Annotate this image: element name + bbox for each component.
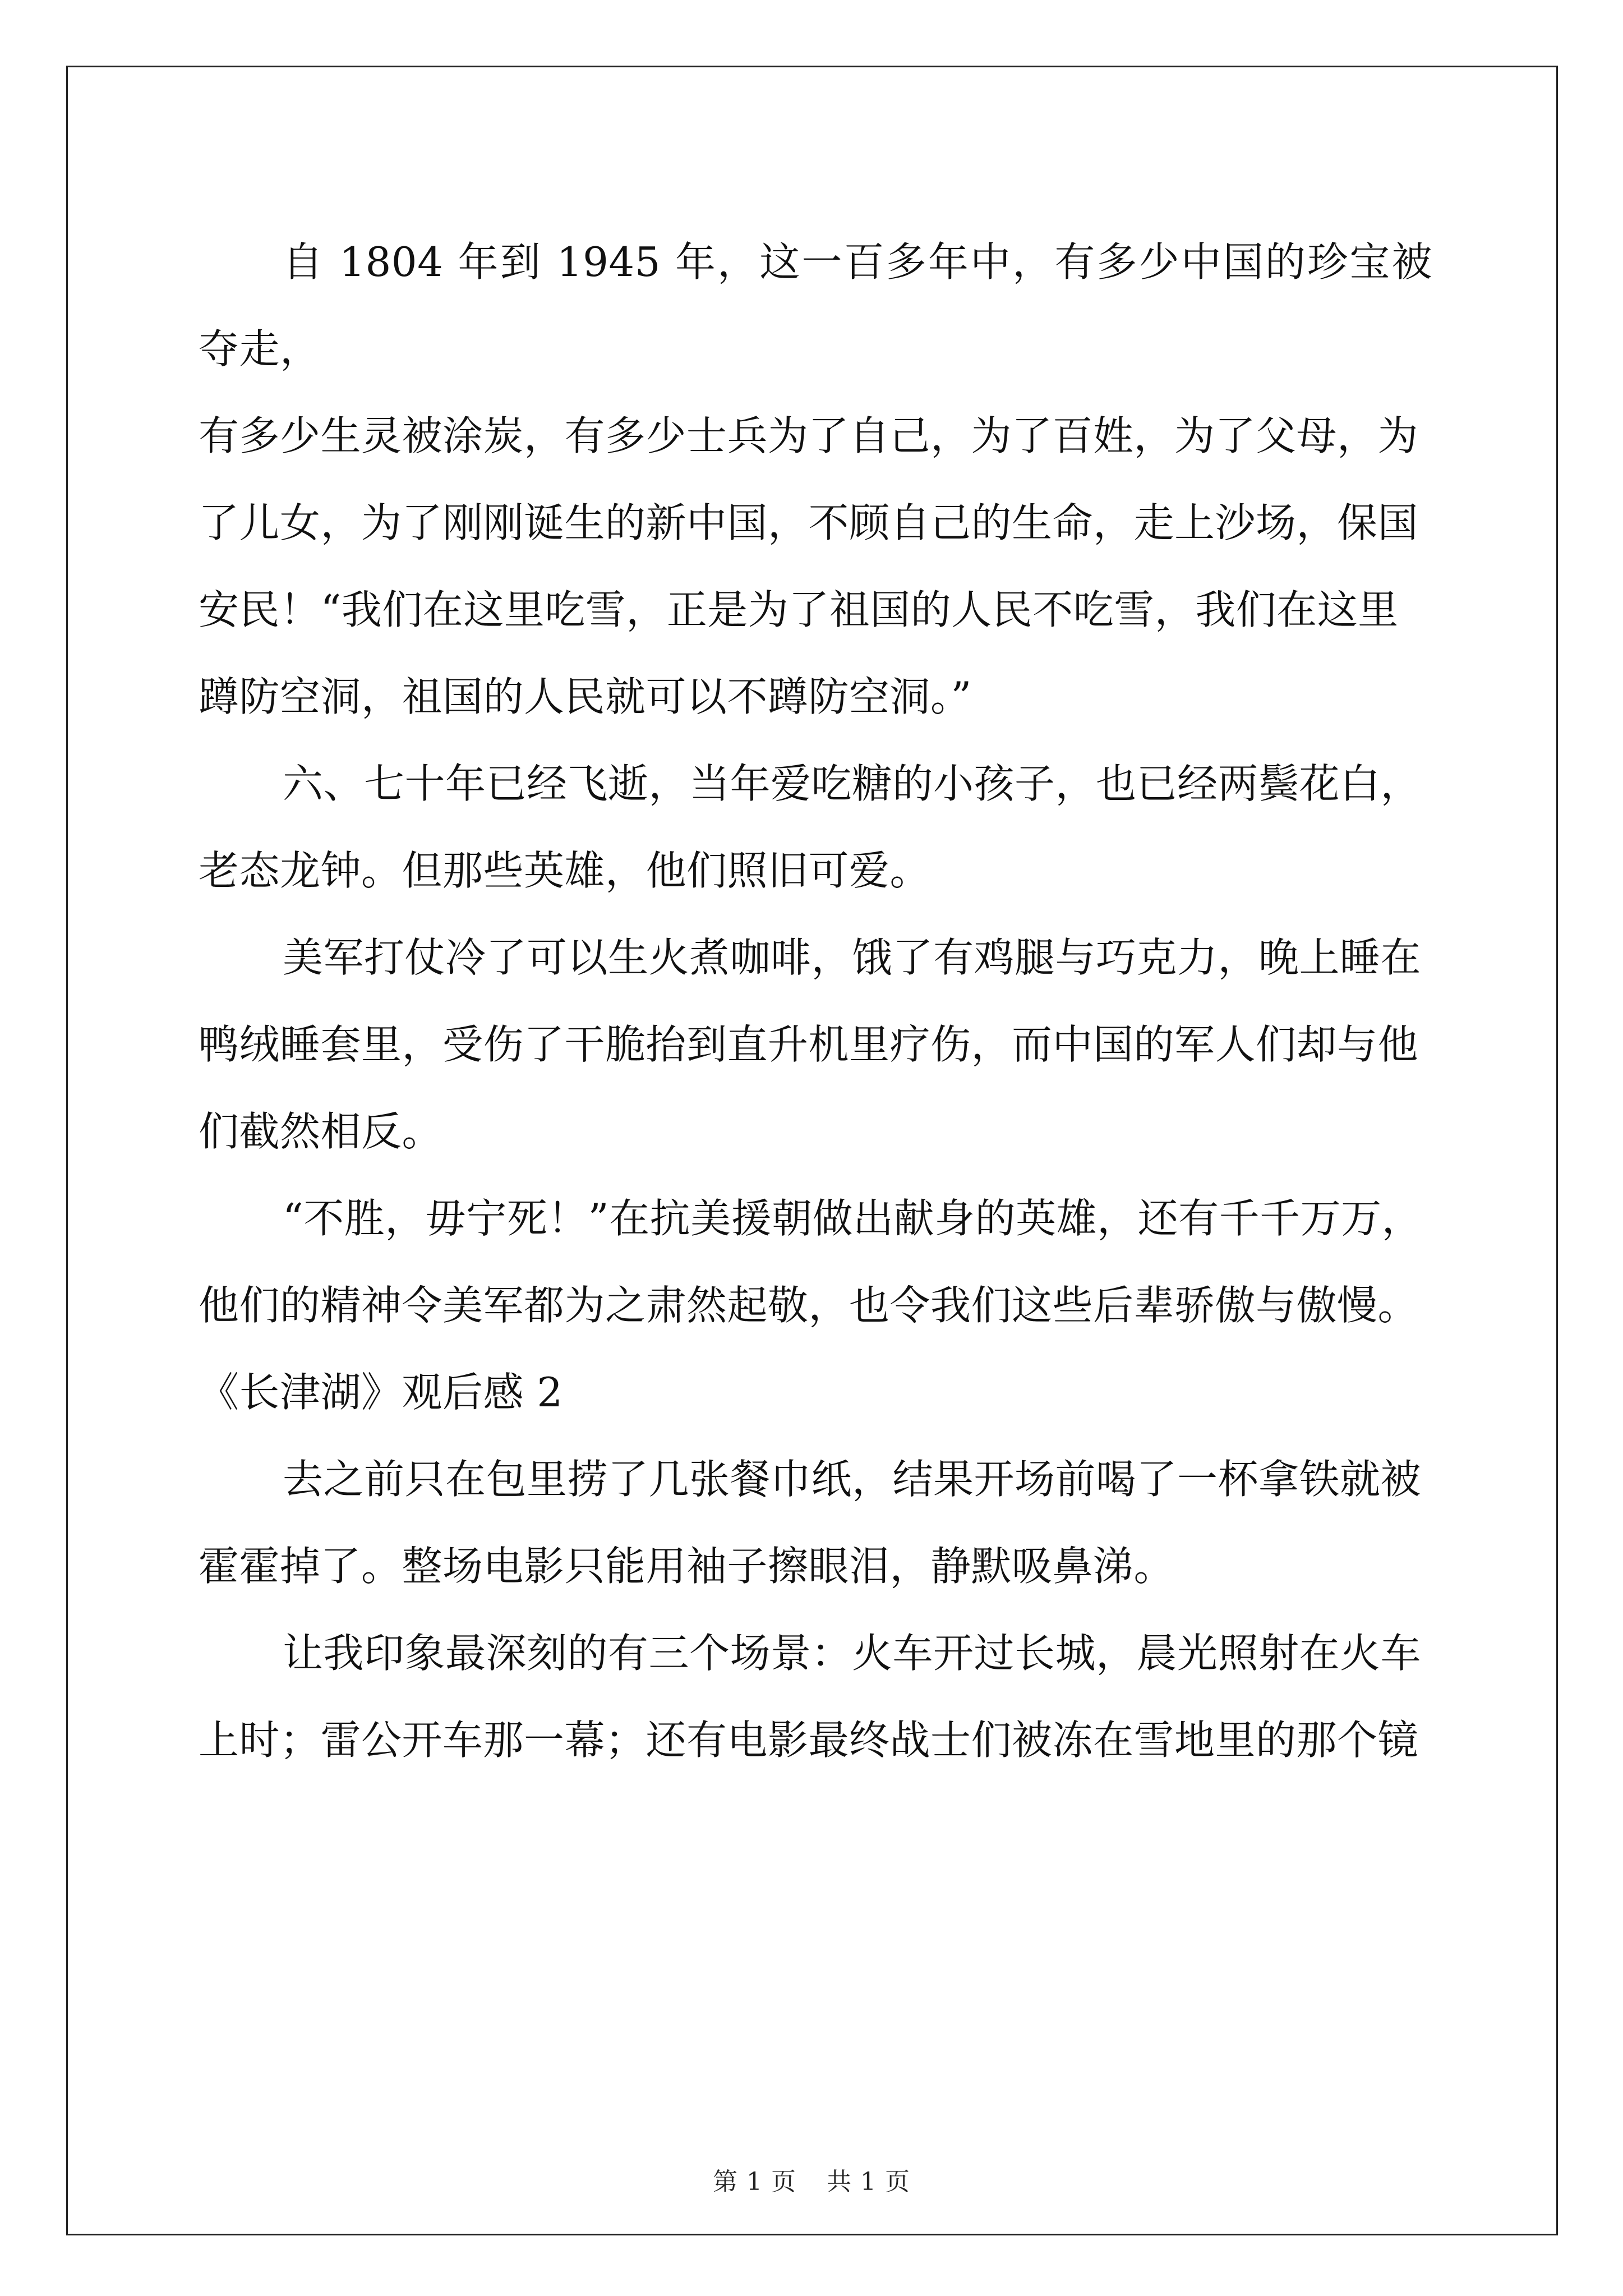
section-heading	[199, 1349, 1432, 1436]
text-line: 让我印象最深刻的有三个场景：火车开过长城，晨光照射在火车	[283, 1630, 1422, 1677]
paragraph-5	[199, 1436, 1432, 1610]
text-line: 他们的精神令美军都为之肃然起敬，也令我们这些后辈骄傲与傲慢。	[199, 1282, 1419, 1329]
text-line: “不胜，毋宁死！”在抗美援朝做出献身的英雄，还有千千万万，	[283, 1195, 1423, 1242]
document-body	[199, 219, 1432, 1784]
text-line: 鸭绒睡套里，受伤了干脆抬到直升机里疗伤，而中国的军人们却与他	[199, 1021, 1419, 1068]
text-line: 有多少生灵被涂炭，有多少士兵为了自己，为了百姓，为了父母，为	[199, 412, 1419, 459]
text-line: 蹲防空洞，祖国的人民就可以不蹲防空洞。”	[199, 673, 972, 720]
heading-text: 《长津湖》观后感 2	[199, 1369, 563, 1416]
text-line: 上时；雷公开车那一幕；还有电影最终战士们被冻在雪地里的那个镜	[199, 1717, 1419, 1764]
text-line: 自 1804 年到 1945 年，这一百多年中，有多少中国的珍宝被夺走，	[199, 238, 1432, 372]
text-line: 美军打仗冷了可以生火煮咖啡，饿了有鸡腿与巧克力，晚上睡在	[283, 934, 1422, 981]
text-line: 六、七十年已经飞逝，当年爱吃糖的小孩子，也已经两鬓花白，	[283, 760, 1422, 807]
text-line: 霍霍掉了。整场电影只能用袖子擦眼泪，静默吸鼻涕。	[199, 1543, 1175, 1590]
paragraph-6	[199, 1610, 1432, 1784]
text-line: 安民！“我们在这里吃雪，正是为了祖国的人民不吃雪，我们在这里	[199, 586, 1399, 633]
text-line: 老态龙钟。但那些英雄，他们照旧可爱。	[199, 847, 931, 894]
text-line: 了儿女，为了刚刚诞生的新中国，不顾自己的生命，走上沙场，保国	[199, 499, 1419, 546]
paragraph-3	[199, 914, 1432, 1175]
text-line: 去之前只在包里捞了几张餐巾纸，结果开场前喝了一杯拿铁就被	[283, 1456, 1422, 1503]
text-line: 们截然相反。	[199, 1108, 443, 1155]
page-footer	[0, 2165, 1623, 2199]
paragraph-2	[199, 740, 1432, 914]
page-number: 第 1 页	[713, 2168, 796, 2196]
paragraph-1	[199, 219, 1432, 740]
paragraph-4	[199, 1175, 1432, 1349]
page-total: 共 1 页	[827, 2168, 910, 2196]
